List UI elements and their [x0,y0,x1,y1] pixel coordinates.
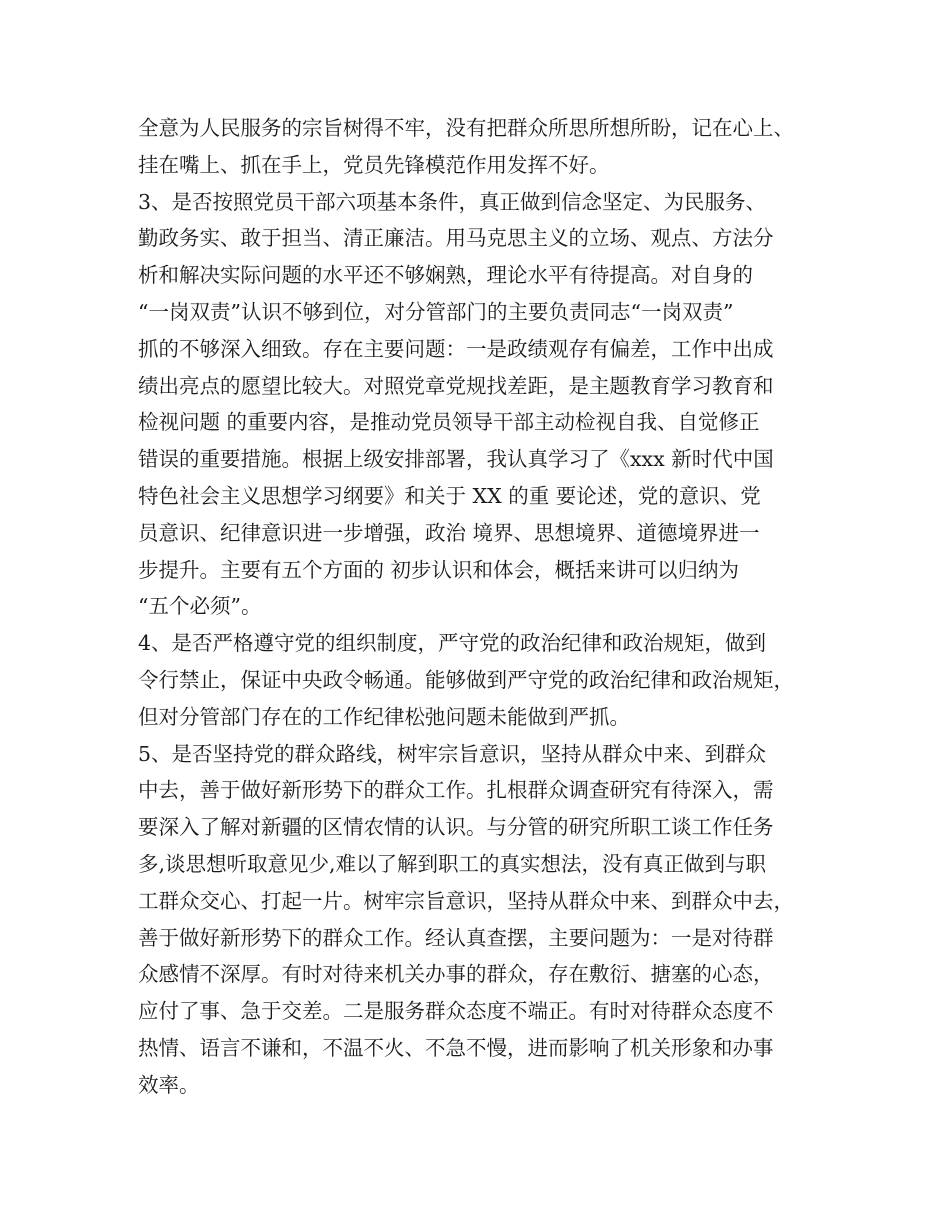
text-line: 善于做好新形势下的群众工作。经认真查摆，主要问题为：一是对待群 [138,925,774,950]
text-line: 要深入了解对新疆的区情农情的认识。与分管的研究所职工谈工作任务 [138,815,774,840]
text-line: 3、是否按照党员干部六项基本条件，真正做到信念坚定、为民服务、 [138,189,767,214]
text-line: 5、是否坚持党的群众路线，树牢宗旨意识，坚持从群众中来、到群众 [138,741,767,766]
text-line: 多,谈思想听取意见少,难以了解到职工的真实想法，没有真正做到与职 [138,851,767,876]
text-line: 工群众交心、打起一片。树牢宗旨意识，坚持从群众中来、到群众中去， [138,888,794,913]
text-line: 但对分管部门存在的工作纪律松弛问题未能做到严抓。 [138,704,630,729]
body-text [138,110,828,1104]
text-line: 抓的不够深入细致。存在主要问题：一是政绩观存有偏差，工作中出成 [138,336,774,361]
text-line: 检视问题 的重要内容，是推动党员领导干部主动检视自我、自觉修正 [138,410,760,435]
text-line: 员意识、纪律意识进一步增强，政治 境界、思想境界、道德境界进一 [138,520,760,545]
text-line: 特色社会主义思想学习纲要》和关于 XX 的重 要论述，党的意识、党 [138,483,761,508]
text-line: 众感情不深厚。有时对待来机关办事的群众，存在敷衍、搪塞的心态， [138,962,774,987]
text-line: 绩出亮点的愿望比较大。对照党章党规找差距，是主题教育学习教育和 [138,373,774,398]
text-line: 步提升。主要有五个方面的 初步认识和体会，概括来讲可以归纳为 [138,557,740,582]
text-line: “五个必须”。 [138,594,262,619]
text-line: 应付了事、急于交差。二是服务群众态度不端正。有时对待群众态度不 [138,999,774,1024]
text-line: 挂在嘴上、抓在手上，党员先锋模范作用发挥不好。 [138,152,610,177]
text-line: 中去，善于做好新形势下的群众工作。扎根群众调查研究有待深入，需 [138,778,774,803]
text-line: 效率。 [138,1072,200,1097]
text-line: 错误的重要措施。根据上级安排部署，我认真学习了《xxx 新时代中国 [138,447,774,472]
text-line: 热情、语言不谦和，不温不火、不急不慢，进而影响了机关形象和办事 [138,1035,774,1060]
text-line: 令行禁止，保证中央政令畅通。能够做到严守党的政治纪律和政治规矩， [138,667,794,692]
text-line: 勤政务实、敢于担当、清正廉洁。用马克思主义的立场、观点、方法分 [138,226,774,251]
text-line: “一岗双责”认识不够到位，对分管部门的主要负责同志“一岗双责” [138,299,734,324]
text-line: 全意为人民服务的宗旨树得不牢，没有把群众所思所想所盼，记在心上、 [138,116,794,140]
text-line: 析和解决实际问题的水平还不够娴熟，理论水平有待提高。对自身的 [138,263,753,288]
text-line: 4、是否严格遵守党的组织制度，严守党的政治纪律和政治规矩，做到 [138,631,767,656]
